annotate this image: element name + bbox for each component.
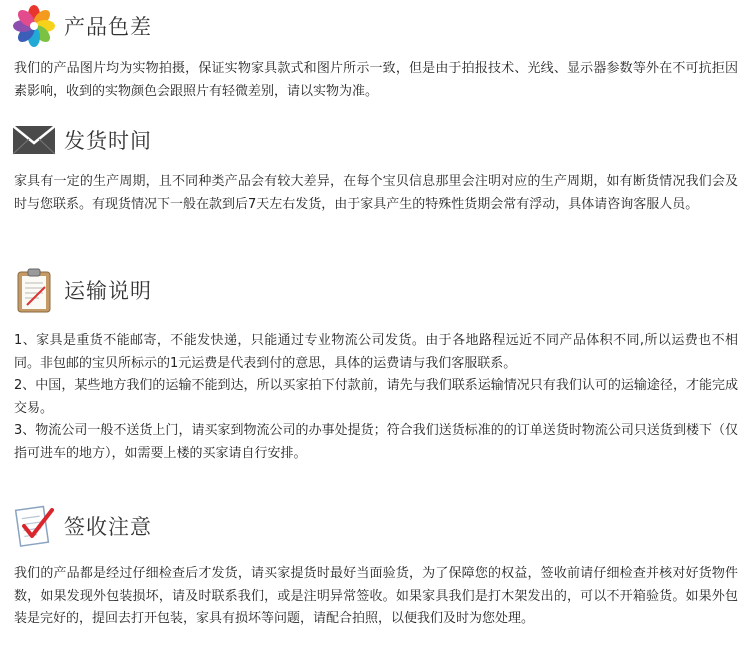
paragraph: 2、中国，某些地方我们的运输不能到达，所以买家拍下付款前，请先与我们联系运输情况只有我们认可的运输途径，才能完成交易。 <box>14 378 738 416</box>
section-body <box>14 563 738 631</box>
section-header <box>12 118 152 162</box>
paragraph: 1、家具是重货不能邮寄，不能发快递，只能通过专业物流公司发货。由于各地路程远近不同产品体积不同,所以运费也不相同。非包邮的宝贝所标示的1元运费是代表到付的意思，具体的运费请与我们客服联系。 <box>14 333 738 371</box>
section-title: 运输说明 <box>64 279 152 303</box>
section-body <box>14 171 738 216</box>
checklist-icon <box>12 504 56 548</box>
section-header <box>12 4 152 48</box>
clipboard-icon <box>12 268 56 312</box>
section-header <box>12 504 152 548</box>
paragraph: 我们的产品图片均为实物拍摄，保证实物家具款式和图片所示一致，但是由于拍报技术、光线、显示器参数等外在不可抗拒因素影响，收到的实物颜色会跟照片有轻微差别，请以实物为准。 <box>14 61 738 99</box>
paragraph: 家具有一定的生产周期，且不同种类产品会有较大差异，在每个宝贝信息那里会注明对应的生产周期，如有断货情况我们会及时与您联系。有现货情况下一般在款到后7天左右发货，由于家具产生的特殊性货期会常有浮动，具体请咨询客服人员。 <box>14 174 738 212</box>
section-body <box>14 58 738 103</box>
color-wheel-icon <box>12 4 56 48</box>
paragraph: 我们的产品都是经过仔细检查后才发货，请买家提货时最好当面验货，为了保障您的权益，签收前请仔细检查并核对好货物件数，如果发现外包装损坏，请及时联系我们，或是注明异常签收。如果家具我们是打木架发出的，可以不开箱验货。如果外包装是完好的，提回去打开包装，家具有损坏等问题，请配合拍照，以便我们及时为您处理。 <box>14 566 738 626</box>
paragraph: 3、物流公司一般不送货上门，请买家到物流公司的办事处提货；符合我们送货标准的的订单送货时物流公司只送货到楼下（仅指可进车的地方），如需要上楼的买家请自行安排。 <box>14 423 738 461</box>
section-title: 产品色差 <box>64 15 152 39</box>
section-title: 签收注意 <box>64 515 152 539</box>
section-title: 发货时间 <box>64 129 152 153</box>
section-body <box>14 330 738 465</box>
section-header <box>12 268 152 312</box>
envelope-icon <box>12 118 56 162</box>
